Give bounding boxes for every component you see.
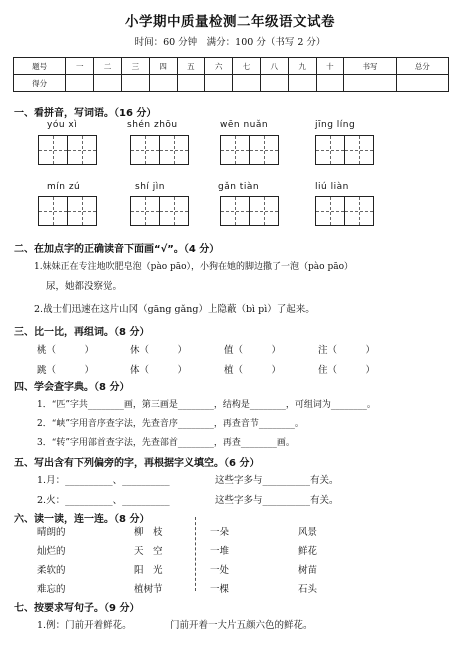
match-item: 一朵 — [210, 527, 230, 538]
match-item: 一处 — [210, 565, 230, 576]
score-col-header: 十 — [316, 58, 344, 75]
writing-cell[interactable] — [315, 196, 345, 226]
section-6-heading: 六、读一读，连一连。（8 分） — [14, 514, 150, 525]
match-item: 天 空 — [134, 546, 163, 557]
match-item: 灿烂的 — [37, 546, 66, 557]
score-col-header: 总分 — [396, 58, 448, 75]
match-item: 阳 光 — [134, 565, 163, 576]
writing-cell[interactable] — [344, 196, 374, 226]
score-table-header-row — [14, 58, 449, 75]
question-line: 这些字多与__________有关。 — [215, 475, 339, 486]
score-cell[interactable] — [288, 75, 316, 92]
writing-cell[interactable] — [130, 196, 160, 226]
match-item: 柳 枝 — [134, 527, 163, 538]
score-col-header: 四 — [149, 58, 177, 75]
score-cell[interactable] — [94, 75, 122, 92]
score-row-label: 得分 — [14, 75, 66, 92]
compare-item: 跳（ ） — [37, 365, 95, 376]
score-col-header: 三 — [121, 58, 149, 75]
match-item: 难忘的 — [37, 584, 66, 595]
pinyin-label: gǎn tiàn — [218, 182, 260, 192]
score-col-header: 书写 — [344, 58, 396, 75]
score-col-header: 五 — [177, 58, 205, 75]
match-item: 树苗 — [298, 565, 318, 576]
pinyin-label: wēn nuǎn — [220, 120, 269, 130]
writing-grid[interactable] — [220, 135, 279, 165]
score-col-header: 八 — [260, 58, 288, 75]
writing-cell[interactable] — [315, 135, 345, 165]
section-2-heading: 二、在加点字的正确读音下面画“√”。（4 分） — [14, 244, 220, 255]
compare-item: 植（ ） — [224, 365, 282, 376]
page-title: 小学期中质量检测二年级语文试卷 — [125, 14, 335, 30]
score-cell[interactable] — [233, 75, 261, 92]
question-line: 3．“转”字用部首查字法，先查部首________，再查________画。 — [37, 438, 295, 448]
writing-grid[interactable] — [220, 196, 279, 226]
section-4-heading: 四、学会查字典。（8 分） — [14, 382, 130, 393]
question-line: 1.妹妹正在专注地吹肥皂泡（pào pāo），小狗在她的脚边撒了一泡（pào pāo） — [34, 262, 353, 272]
writing-grid[interactable] — [38, 135, 97, 165]
writing-grid[interactable] — [38, 196, 97, 226]
writing-cell[interactable] — [220, 196, 250, 226]
score-cell[interactable] — [66, 75, 94, 92]
score-cell[interactable] — [149, 75, 177, 92]
pinyin-label: jīng líng — [315, 120, 356, 130]
question-line: 2.火：__________、__________ — [37, 495, 170, 506]
score-col-header: 一 — [66, 58, 94, 75]
compare-item: 桃（ ） — [37, 345, 95, 356]
example-sentence: 1.例：门前开着鲜花。 — [37, 620, 132, 631]
question-line: 2．“峡”字用音序查字法，先查音序________，再查音节________。 — [37, 419, 304, 429]
score-cell[interactable] — [396, 75, 448, 92]
match-item: 一棵 — [210, 584, 230, 595]
section-1-heading: 一、看拼音，写词语。（16 分） — [14, 108, 157, 119]
compare-item: 值（ ） — [224, 345, 282, 356]
compare-item: 休（ ） — [130, 345, 188, 356]
score-cell[interactable] — [205, 75, 233, 92]
writing-grid[interactable] — [315, 135, 374, 165]
writing-cell[interactable] — [344, 135, 374, 165]
column-divider — [195, 517, 196, 591]
example-sentence-expanded: 门前开着一大片五颜六色的鲜花。 — [170, 620, 313, 631]
score-cell[interactable] — [260, 75, 288, 92]
score-col-header: 七 — [233, 58, 261, 75]
match-item: 石头 — [298, 584, 318, 595]
writing-cell[interactable] — [38, 135, 68, 165]
section-3-heading: 三、比一比，再组词。（8 分） — [14, 327, 150, 338]
score-col-header: 九 — [288, 58, 316, 75]
score-table-score-row — [14, 75, 449, 92]
writing-cell[interactable] — [159, 135, 189, 165]
match-item: 植树节 — [134, 584, 163, 595]
section-5-heading: 五、写出含有下列偏旁的字，再根据字义填空。（6 分） — [14, 458, 260, 469]
score-cell[interactable] — [177, 75, 205, 92]
writing-cell[interactable] — [67, 196, 97, 226]
score-col-header: 二 — [94, 58, 122, 75]
writing-grid[interactable] — [130, 135, 189, 165]
writing-cell[interactable] — [38, 196, 68, 226]
question-line: 2.战士们迅速在这片山冈（gāng gǎng）上隐蔽（bì pì）了起来。 — [34, 304, 315, 315]
section-7-heading: 七、按要求写句子。（9 分） — [14, 603, 140, 614]
compare-item: 住（ ） — [318, 365, 376, 376]
question-line: 尿，她都没察觉。 — [46, 281, 123, 292]
compare-item: 体（ ） — [130, 365, 188, 376]
score-cell[interactable] — [121, 75, 149, 92]
score-col-header: 六 — [205, 58, 233, 75]
match-item: 鲜花 — [298, 546, 318, 557]
score-table — [13, 57, 449, 92]
writing-cell[interactable] — [130, 135, 160, 165]
pinyin-label: shén zhōu — [127, 120, 178, 130]
pinyin-label: mín zú — [47, 182, 81, 192]
question-line: 1．“匹”字共________画，第三画是________，结构是________，可组词为________。 — [37, 400, 376, 410]
score-cell[interactable] — [316, 75, 344, 92]
match-item: 一堆 — [210, 546, 230, 557]
compare-item: 注（ ） — [318, 345, 376, 356]
writing-cell[interactable] — [220, 135, 250, 165]
match-item: 晴朗的 — [37, 527, 66, 538]
match-item: 柔软的 — [37, 565, 66, 576]
pinyin-label: shí jìn — [135, 182, 165, 192]
score-col-header: 题号 — [14, 58, 66, 75]
question-line: 这些字多与__________有关。 — [215, 495, 339, 506]
writing-grid[interactable] — [315, 196, 374, 226]
writing-cell[interactable] — [67, 135, 97, 165]
match-item: 风景 — [298, 527, 318, 538]
writing-cell[interactable] — [159, 196, 189, 226]
writing-grid[interactable] — [130, 196, 189, 226]
score-cell[interactable] — [344, 75, 396, 92]
writing-cell[interactable] — [249, 196, 279, 226]
pinyin-label: yóu xì — [47, 120, 78, 130]
exam-info: 时间：60 分钟 满分：100 分（书写 2 分） — [134, 37, 326, 48]
writing-cell[interactable] — [249, 135, 279, 165]
pinyin-label: liú liàn — [315, 182, 349, 192]
question-line: 1.月：__________、__________ — [37, 475, 170, 486]
